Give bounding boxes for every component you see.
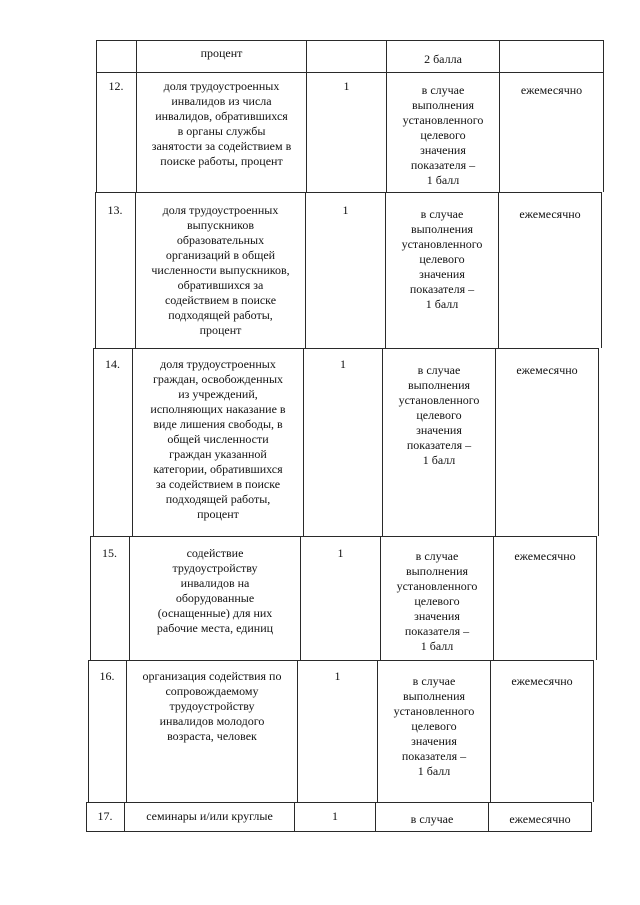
table-border-right <box>603 72 604 192</box>
row-number: 17. <box>97 809 113 823</box>
column-divider <box>499 40 500 72</box>
row-frequency: ежемесячно <box>520 83 583 97</box>
row-target: 1 <box>342 203 349 217</box>
row-divider <box>86 802 592 803</box>
row-indicator: доля трудоустроенных инвалидов из числа инвалидов, обратившихся в органы службы занятости за содействием в поиске работы, процент <box>151 79 292 168</box>
table-border-right <box>598 348 599 536</box>
row-frequency: ежемесячно <box>514 549 576 563</box>
row-target: 1 <box>343 79 350 93</box>
row-frequency: ежемесячно <box>511 674 573 688</box>
row-frequency: ежемесячно <box>516 363 578 377</box>
row-divider <box>93 348 599 349</box>
table-border-right <box>596 536 597 660</box>
row-number: 12. <box>108 79 124 93</box>
row-number: 15. <box>102 546 117 560</box>
row-indicator: доля трудоустроенных выпускников образовательных организаций в общей численности выпускников, обратившихся за содействием в поиске подходящей работы, процент <box>151 203 290 337</box>
row-frequency: ежемесячно <box>509 812 571 826</box>
row-number: 16. <box>99 669 115 683</box>
row-points-rule: в случае <box>410 812 454 826</box>
column-divider <box>306 40 307 72</box>
continued-indicator-cell: процент <box>200 46 243 60</box>
row-target: 1 <box>332 809 338 823</box>
row-points-rule: в случае выполнения установленного целевого значения показателя – 1 балл <box>393 674 475 778</box>
row-target: 1 <box>334 669 341 683</box>
row-points-rule: в случае выполнения установленного целевого значения показателя – 1 балл <box>402 83 484 187</box>
row-number: 14. <box>105 357 120 371</box>
row-indicator: содействие трудоустройству инвалидов на оборудованные (оснащенные) для них рабочие места, единиц <box>156 546 274 635</box>
row-divider <box>96 72 604 73</box>
row-frequency: ежемесячно <box>519 207 581 221</box>
row-divider <box>86 831 592 832</box>
row-points-rule: в случае выполнения установленного целевого значения показателя – 1 балл <box>398 363 480 467</box>
row-indicator: семинары и/или круглые <box>146 809 273 823</box>
continued-points-cell: 2 балла <box>424 52 462 66</box>
table-border-right <box>603 40 604 72</box>
row-divider <box>95 192 602 193</box>
column-divider <box>303 348 304 536</box>
row-points-rule: в случае выполнения установленного целевого значения показателя – 1 балл <box>396 549 478 653</box>
table-border-left <box>93 348 94 536</box>
row-divider <box>88 660 594 661</box>
table-border-right <box>601 192 602 348</box>
row-indicator: доля трудоустроенных граждан, освобожденных из учреждений, исполняющих наказание в виде лишения свободы, в общей численности граждан указанной категории, обратившихся за содействием в поиске подходящей работы, процент <box>150 357 286 521</box>
row-target: 1 <box>337 546 344 560</box>
table-border-left <box>96 40 97 72</box>
row-target: 1 <box>340 357 346 371</box>
row-divider <box>96 40 604 41</box>
table-border-right <box>593 660 594 802</box>
row-divider <box>90 536 597 537</box>
row-number: 13. <box>107 203 123 217</box>
row-points-rule: в случае выполнения установленного целевого значения показателя – 1 балл <box>401 207 483 311</box>
table-border-right <box>591 802 592 832</box>
row-indicator: организация содействия по сопровождаемому трудоустройству инвалидов молодого возраста, человек <box>142 669 282 743</box>
